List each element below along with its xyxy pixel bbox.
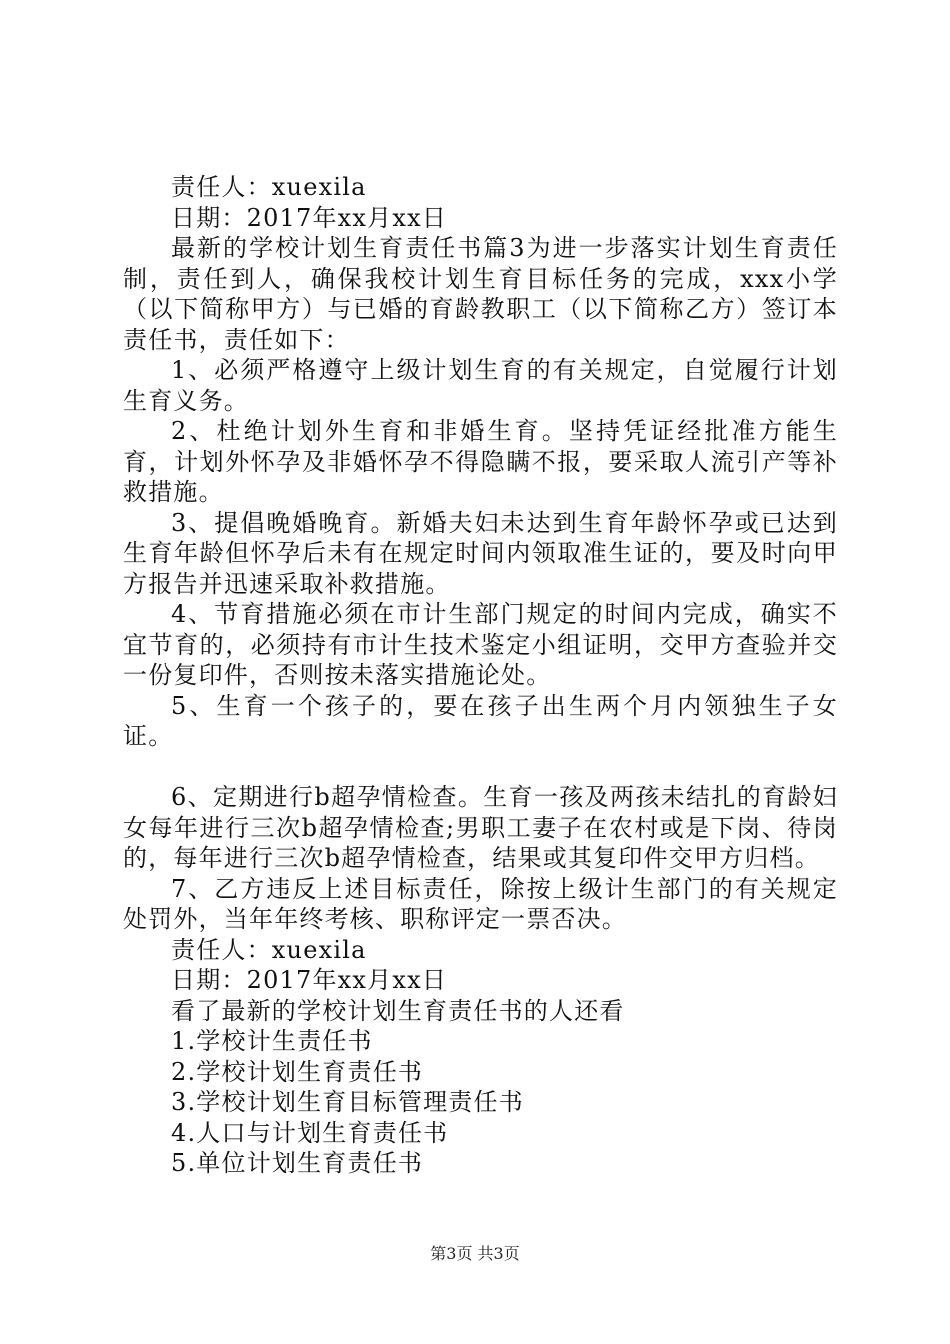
clause-7: 7、乙方违反上述目标责任，除按上级计生部门的有关规定处罚外，当年年终考核、职称评定一票否决。 (123, 874, 838, 933)
date-line: 日期：2017年xx月xx日 (171, 203, 448, 232)
related-item-3[interactable]: 3.学校计划生育目标管理责任书 (171, 1088, 524, 1116)
date-line-2: 日期：2017年xx月xx日 (171, 966, 448, 994)
clause-3: 3、提倡晚婚晚育。新婚夫妇未达到生育年龄怀孕或已达到生育年龄但怀孕后未有在规定时间内领取准生证的，要及时向甲方报告并迅速采取补救措施。 (123, 508, 838, 598)
page-number-footer: 第3页 共3页 (430, 1244, 520, 1263)
clause-6: 6、定期进行b超孕情检查。生育一孩及两孩未结扎的育龄妇女每年进行三次b超孕情检查;男职工妻子在农村或是下岗、待岗的，每年进行三次b超孕情检查，结果或其复印件交甲方归档。 (123, 783, 838, 872)
clause-1: 1、必须严格遵守上级计划生育的有关规定，自觉履行计划生育义务。 (123, 356, 838, 415)
intro-paragraph: 最新的学校计划生育责任书篇3为进一步落实计划生育责任制，责任到人，确保我校计划生育目标任务的完成，xxx小学（以下简称甲方）与已婚的育龄教职工（以下简称乙方）签订本责任书，责任如下： (123, 234, 838, 354)
document-body (123, 172, 838, 1179)
responsible-person-line: 责任人：xuexila (171, 173, 367, 201)
related-item-4[interactable]: 4.人口与计划生育责任书 (171, 1118, 449, 1147)
clause-5: 5、生育一个孩子的，要在孩子出生两个月内领独生子女证。 (123, 691, 838, 750)
related-item-5[interactable]: 5.单位计划生育责任书 (171, 1149, 424, 1177)
clause-4: 4、节育措施必须在市计生部门规定的时间内完成，确实不宜节育的，必须持有市计生技术鉴定小组证明，交甲方查验并交一份复印件，否则按未落实措施论处。 (123, 600, 838, 689)
clause-2: 2、杜绝计划外生育和非婚生育。坚持凭证经批准方能生育，计划外怀孕及非婚怀孕不得隐瞒不报，要采取人流引产等补救措施。 (123, 417, 838, 506)
related-item-1[interactable]: 1.学校计生责任书 (171, 1027, 373, 1055)
responsible-person-line-2: 责任人：xuexila (171, 935, 367, 964)
related-heading: 看了最新的学校计划生育责任书的人还看 (171, 996, 625, 1025)
related-item-2[interactable]: 2.学校计划生育责任书 (171, 1057, 424, 1086)
